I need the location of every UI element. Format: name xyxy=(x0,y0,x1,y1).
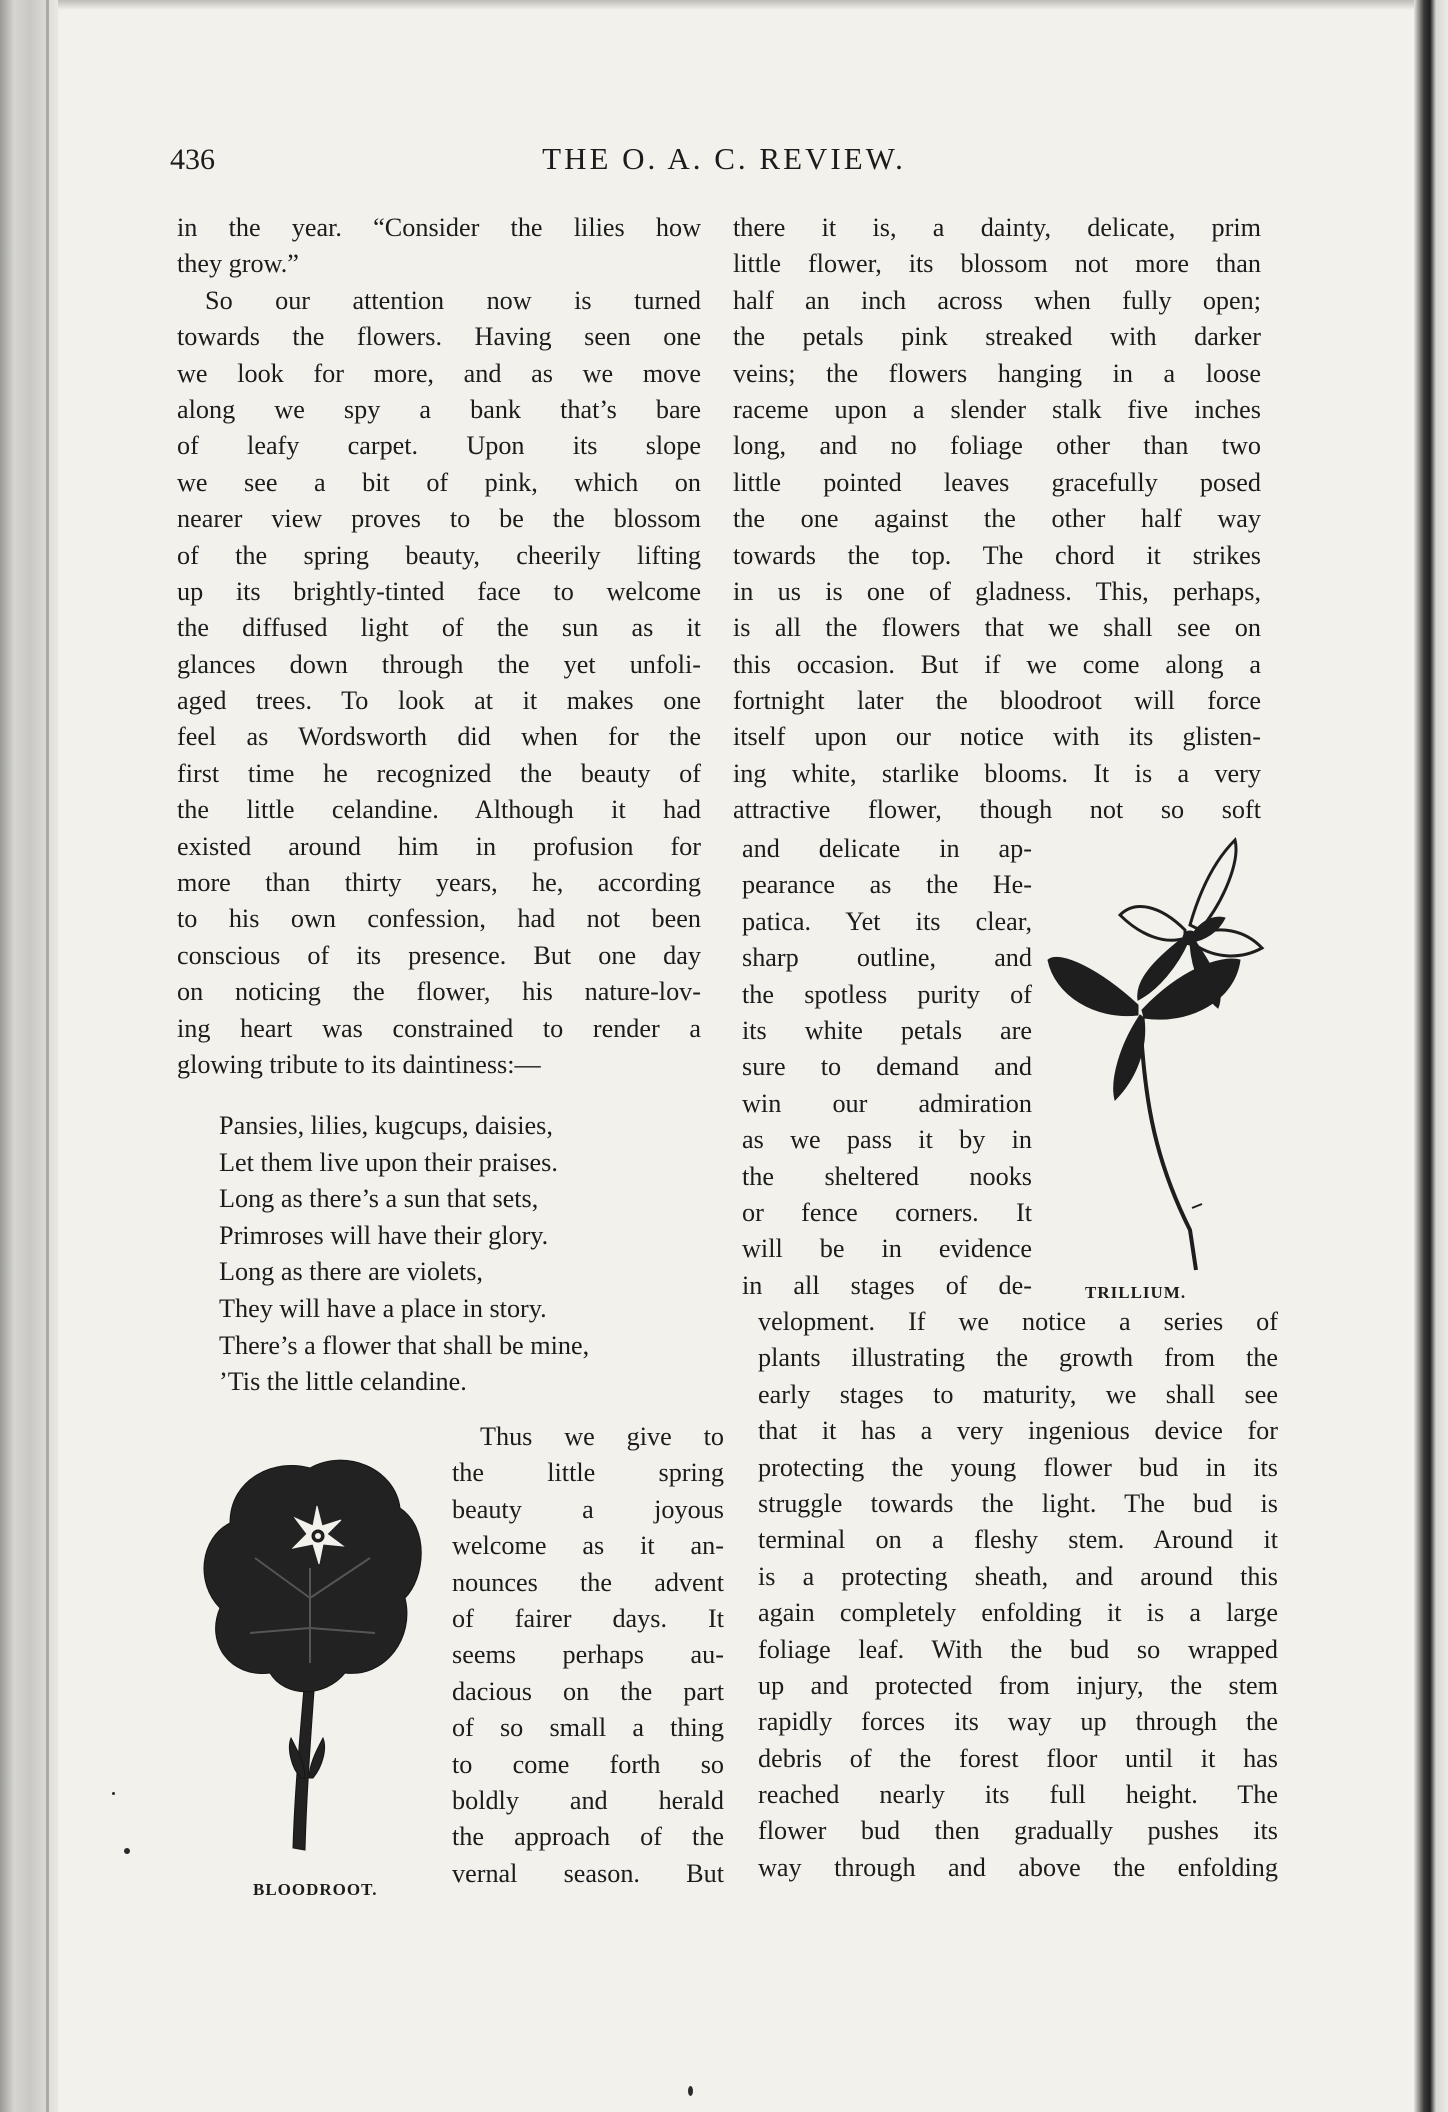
text-line: towards the flowers. Having seen one xyxy=(177,322,701,352)
text-line: is a protecting sheath, and around this xyxy=(758,1561,1278,1591)
text-line: dacious on the part xyxy=(452,1676,724,1706)
text-line: plants illustrating the growth from the xyxy=(758,1343,1278,1373)
text-line: conscious of its presence. But one day xyxy=(177,940,701,970)
trillium-illustration xyxy=(1040,830,1280,1280)
text-line: the little spring xyxy=(452,1458,724,1488)
text-line: debris of the forest floor until it has xyxy=(758,1743,1278,1773)
journal-title: THE O. A. C. REVIEW. xyxy=(542,141,906,176)
trillium-caption: TRILLIUM. xyxy=(1085,1283,1187,1302)
text-line: of so small a thing xyxy=(452,1713,724,1743)
text-line: there it is, a dainty, delicate, prim xyxy=(733,213,1261,242)
text-line: struggle towards the light. The bud is xyxy=(758,1488,1278,1518)
left-narrow-column xyxy=(452,1419,724,1892)
text-line: of fairer days. It xyxy=(452,1603,724,1633)
text-line: welcome as it an- xyxy=(452,1531,724,1561)
text-line: win our admiration xyxy=(742,1088,1032,1118)
text-line: long, and no foliage other than two xyxy=(733,431,1261,461)
poem-line: Long as there are violets, xyxy=(219,1257,483,1287)
poem-line: ’Tis the little celandine. xyxy=(219,1367,467,1397)
text-line: in all stages of de- xyxy=(742,1270,1032,1300)
text-line: patica. Yet its clear, xyxy=(742,906,1032,936)
text-line: fortnight later the bloodroot will force xyxy=(733,686,1261,716)
text-line: the sheltered nooks xyxy=(742,1161,1032,1191)
text-line: flower bud then gradually pushes its xyxy=(758,1816,1278,1846)
bloodroot-illustration xyxy=(195,1448,430,1868)
text-line: again completely enfolding it is a large xyxy=(758,1598,1278,1628)
right-column-top xyxy=(733,210,1261,829)
text-line: will be in evidence xyxy=(742,1234,1032,1264)
poem-line: Let them live upon their praises. xyxy=(219,1147,558,1177)
text-line: in the year. “Consider the lilies how xyxy=(177,213,701,242)
text-line: attractive flower, though not so soft xyxy=(733,795,1261,825)
text-line: and delicate in ap- xyxy=(742,834,1032,863)
text-line: up and protected from injury, the stem xyxy=(758,1670,1278,1700)
right-column-bottom xyxy=(758,1304,1278,1886)
text-line: Thus we give to xyxy=(480,1422,724,1451)
bloodroot-caption: BLOODROOT. xyxy=(253,1880,378,1899)
text-line: the approach of the xyxy=(452,1822,724,1852)
spine-line xyxy=(46,0,49,2112)
text-line: as we pass it by in xyxy=(742,1125,1032,1155)
text-line: pearance as the He- xyxy=(742,870,1032,900)
text-line: half an inch across when fully open; xyxy=(733,285,1261,315)
print-speck xyxy=(688,2086,693,2096)
text-line: the petals pink streaked with darker xyxy=(733,322,1261,352)
text-line: feel as Wordsworth did when for the xyxy=(177,722,701,752)
text-line: existed around him in profusion for xyxy=(177,831,701,861)
text-line: aged trees. To look at it makes one xyxy=(177,686,701,716)
text-line: is all the flowers that we shall see on xyxy=(733,613,1261,643)
text-line: the one against the other half way xyxy=(733,504,1261,534)
text-line: raceme upon a slender stalk five inches xyxy=(733,394,1261,424)
text-line: that it has a very ingenious device for xyxy=(758,1416,1278,1446)
text-line: vernal season. But xyxy=(452,1858,724,1888)
text-line: glances down through the yet unfoli- xyxy=(177,649,701,679)
text-line: sharp outline, and xyxy=(742,943,1032,973)
text-line: its white petals are xyxy=(742,1015,1032,1045)
text-line: this occasion. But if we come along a xyxy=(733,649,1261,679)
text-line: the little celandine. Although it had xyxy=(177,795,701,825)
poem-line: There’s a flower that shall be mine, xyxy=(219,1330,590,1360)
text-line: glowing tribute to its daintiness:— xyxy=(177,1049,541,1079)
page-right-edge xyxy=(1414,0,1448,2112)
text-line: seems perhaps au- xyxy=(452,1640,724,1670)
text-line: ing white, starlike blooms. It is a very xyxy=(733,758,1261,788)
text-line: beauty a joyous xyxy=(452,1494,724,1524)
text-line: boldly and herald xyxy=(452,1785,724,1815)
text-line: foliage leaf. With the bud so wrapped xyxy=(758,1634,1278,1664)
text-line: in us is one of gladness. This, perhaps, xyxy=(733,576,1261,606)
page-top-shadow xyxy=(0,0,1448,10)
text-line: ing heart was constrained to render a xyxy=(177,1013,701,1043)
text-line: we look for more, and as we move xyxy=(177,358,701,388)
text-line: nearer view proves to be the blossom xyxy=(177,504,701,534)
page-number: 436 xyxy=(170,143,215,176)
left-column xyxy=(177,210,701,1083)
text-line: up its brightly-tinted face to welcome xyxy=(177,576,701,606)
text-line: sure to demand and xyxy=(742,1052,1032,1082)
text-line: way through and above the enfolding xyxy=(758,1852,1278,1882)
text-line: of leafy carpet. Upon its slope xyxy=(177,431,701,461)
print-speck xyxy=(112,1792,115,1795)
poem-stanza xyxy=(219,1108,589,1401)
text-line: velopment. If we notice a series of xyxy=(758,1307,1278,1336)
text-line: towards the top. The chord it strikes xyxy=(733,540,1261,570)
text-line: itself upon our notice with its glisten- xyxy=(733,722,1261,752)
text-line: veins; the flowers hanging in a loose xyxy=(733,358,1261,388)
text-line: they grow.” xyxy=(177,249,299,279)
text-line: So our attention now is turned xyxy=(205,285,701,315)
text-line: nounces the advent xyxy=(452,1567,724,1597)
text-line: more than thirty years, he, according xyxy=(177,868,701,898)
poem-line: Long as there’s a sun that sets, xyxy=(219,1184,539,1214)
text-line: protecting the young flower bud in its xyxy=(758,1452,1278,1482)
text-line: of the spring beauty, cheerily lifting xyxy=(177,540,701,570)
text-line: to come forth so xyxy=(452,1749,724,1779)
text-line: reached nearly its full height. The xyxy=(758,1780,1278,1810)
poem-line: Pansies, lilies, kugcups, daisies, xyxy=(219,1111,553,1140)
text-line: the spotless purity of xyxy=(742,979,1032,1009)
text-line: little pointed leaves gracefully posed xyxy=(733,467,1261,497)
right-narrow-column xyxy=(742,831,1032,1304)
poem-line: They will have a place in story. xyxy=(219,1293,547,1323)
text-line: early stages to maturity, we shall see xyxy=(758,1379,1278,1409)
text-line: the diffused light of the sun as it xyxy=(177,613,701,643)
text-line: terminal on a fleshy stem. Around it xyxy=(758,1525,1278,1555)
book-spine-edge xyxy=(0,0,58,2112)
text-line: rapidly forces its way up through the xyxy=(758,1707,1278,1737)
text-line: to his own confession, had not been xyxy=(177,904,701,934)
text-line: on noticing the flower, his nature-lov- xyxy=(177,977,701,1007)
running-head xyxy=(0,141,1448,177)
text-line: or fence corners. It xyxy=(742,1197,1032,1227)
print-speck xyxy=(124,1848,130,1854)
text-line: along we spy a bank that’s bare xyxy=(177,394,701,424)
text-line: we see a bit of pink, which on xyxy=(177,467,701,497)
text-line: little flower, its blossom not more than xyxy=(733,249,1261,279)
poem-line: Primroses will have their glory. xyxy=(219,1220,549,1250)
text-line: first time he recognized the beauty of xyxy=(177,758,701,788)
